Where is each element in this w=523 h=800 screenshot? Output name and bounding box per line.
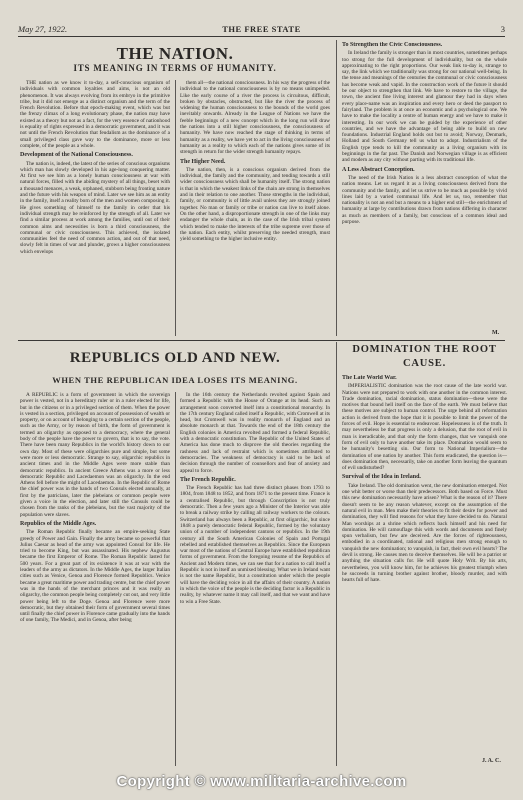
- republics-col2-paragraph: In the 16th century the Netherlands revolted against Spain and formed a Republic with the House of Orange at its head. Such an arrangement soon converted itself into a constitutional monarchy. In the 17th century England called itself a Republic, with Cromwell at its head, but Cromwell was in reality monarch of England and an absolute monarch at that. Towards the end of the 18th century the English colonies in America revolted and formed a federal Republic, with a democratic constitution. The Republic of the United States of America has done much to disprove the old theories regarding the rashness and lack of restraint which is sometimes attributed to democracies. The weakness of democracy is said to be lack of decision through the number of counsellors and fear of anxiety and appeal to force.: [180, 392, 330, 474]
- nation-signoff: M.: [492, 330, 500, 336]
- running-head: [18, 24, 505, 37]
- copyright-watermark: Copyright © www.militaria-archive.com: [116, 773, 407, 790]
- republics-column-1: [20, 392, 170, 766]
- domination-signoff: J. A. C.: [482, 758, 501, 764]
- column-divider: [175, 392, 176, 766]
- nation-column-2: [180, 80, 330, 336]
- column-divider: [336, 342, 337, 766]
- republics-col1-subheading: Republics of the Middle Ages.: [20, 520, 97, 527]
- republics-col2-subheading: The French Republic.: [180, 476, 236, 483]
- domination-title: DOMINATION THE ROOT CAUSE.: [352, 344, 497, 369]
- republics-title: REPUBLICS OLD AND NEW.: [69, 350, 281, 366]
- nation-column-3: [342, 42, 507, 330]
- domination-paragraph-2: Take Ireland. The old domination went, the new domination emerged. Not one whit better or worse than their predecessors. Both based on Force. Must this new domination necessarily have arisen? What is the reason of it? There doesn't seem to be any reason whatever, except on the assumption of the natural evil in man. Men make their theories to fit their desire for power and domination, they will find reasons for what they have decided to do. Natural Man worships at a shrine which reflects back himself and his need for domination. He will camouflage this with words and documents and finely spun verbalism, but few are deceived. Are the forces of righteousness, embodied in a coordinated, rational and religious men strong enough to vanquish the new domination; to vanquish, in fact, their own evil hearts? The devil is strong. He causes men to deceive themselves. He will be a patriot or anything the situation calls for. He will quote Holy Writ. By his arts, nevertheless, you will know him, for he achieves his greatest triumph when he succeeds in turning brother against brother, bloody murder, and with hearts full of hate.: [342, 482, 507, 584]
- nation-col2-paragraph-2: The nation, then, is a conscious organism derived from the individual, the family and the community, and tending towards a still wider consciousness which shall be humanity itself. The strong nation is that in which the weakest links of the chain are strong in themselves and in their relation to one another. Those strengths in the individual, family, or community is of little avail unless they are strongly joined together. No man or family or tribe or nation can live to itself alone. On the other hand, a disproportionate strength in one of the links may endanger the whole chain, as in the case of the Irish tribal system which tended to make the interests of the tribe supreme over those of the nation. Each entity, whilst preserving the needed strength, must yield something to the higher inclusive entity.: [180, 166, 330, 243]
- republics-col2-paragraph-2: The French Republic has had three distinct phases from 1793 to 1804, from 1848 to 1852, and from 1871 to the present time. France is a centralised Republic, but through Conscription is not truly democratic. Then a few years ago a Minister of the Interior was able to break a railway strike by calling all railway workers to the colours. Switzerland has always been a Republic, at first oligarchic, but since 1848 a purely democratic federal Republic, formed by the voluntary union of a number of independent cantons or republics. In the 19th century all the South American Colonies of Spain and Portugal rebelled and established themselves as Republics. Since the European war most of the nations of Central Europe have established republican forms of government. From the foregoing resume of the Republics of Ancient and Modern times, we can see that for a nation to call itself a Republic is not in itself an unmixed blessing. What we in Ireland want is not the name Republic, but a constitution under which the people will have the deciding voice in all the affairs of their country. A nation in which the voice of the people is the deciding factor is a Republic in reality, by whatever name it may call itself, and that we want and have to win a Free State.: [180, 485, 330, 605]
- nation-col1-paragraph-2: The nation is, indeed, the latest of the series of conscious organisms which man has slowly developed in his age-long conquering matter. At first we see him as a lonely human consciousness at war with natural forces, filled with the abiding mystery of all things, beset with a thousand menaces, a weak, orphaned, stubborn being fronting nature and the future with his weapon of mind. Later we see him as an entity in the family, itself a reality born of the men and women composing it. He gives something of himself to the family in order that his individual strength may be reinforced by the strength of all. Later we find a similar process at work among the families, until out of their common aims and necessities is born a third consciousness, the communal or civic consciousness. This achieved, the isolated communities feel the need of common action, and out of that need, slowly felt in times of war and plunder, grows a higher consciousness which envelops: [20, 160, 170, 255]
- nation-col2-subheading: The Higher Need.: [180, 158, 226, 165]
- paper-name: THE FREE STATE: [222, 24, 301, 34]
- nation-subtitle: ITS MEANING IN TERMS OF HUMANITY.: [73, 63, 277, 73]
- domination-subheading-2: Survival of the Idea in Ireland.: [342, 474, 421, 481]
- republics-column-2: [180, 392, 330, 766]
- republics-subtitle: WHEN THE REPUBLICAN IDEA LOSES ITS MEANING.: [52, 375, 298, 385]
- issue-date: May 27, 1922.: [18, 24, 68, 34]
- nation-col3-paragraph-2: The need of the Irish Nation is a less abstract conception of what the nation means. Let us regard it as a living consciousness derived from the community and the family, and let us strive to be much as possible by vivid lines laid by a varied communal life. And let us, too, remember that nationality is not an end but a means to a higher end still—the enrichment of humanity at large by contributions drawn from nations differing in character as much as members of a family, but conscious of a common ideal and purpose.: [342, 174, 507, 226]
- nation-col1-paragraph: THE nation as we know it to-day, a self-conscious organism of individuals with common loyalties and aims, is not an old phenomenon. It was always evolving from its embryo in the primitive tribe, but it did not emerge as a distinct organism and the term of the French Revolution. Before that epoch-making event, which was but the frenzy climax of a long evolutionary phase, the nation may have existed as a theory but not as a fact, for the very essence of nationhood is equality of rights expressed in a democratic government, and it was not until the French Revolution that feudalism as the dominance of a small privileged class gave way to the dominance, more or less complete, of the people as a whole.: [20, 80, 170, 149]
- section-divider: [18, 340, 505, 341]
- domination-column: [342, 375, 507, 757]
- column-divider: [336, 40, 337, 336]
- nation-col3-subheading: To Strengthen the Civic Consciousness.: [342, 42, 443, 48]
- republics-col1-paragraph-2: The Roman Republic finally became an empire-seeking State greedy of Power and Gain. Finally the army became so powerful that Julius Caesar as head of the army was appointed Consul for life. He tried to become King, but was assassinated. His nephew Augustus became the first Emperor of Rome. The Roman Republic lasted for 500 years. For a great part of its existence it was at war with the leaders of the army as dictators. In the Middle Ages, the larger Italian cities such as Venice, Genoa and Florence formed Republics. Venice became a great maritime power and trading centre, but the chief power was in the hands of the merchant princes and it was really an oligarchy, the common people being completely cut out, and very little power being left to the Doge. Genoa and Florence were more democratic, but they obtained their form of government several times until finally the chief power in Florence came gradually into the hands of one family, The Medici, and in Genoa, after being: [20, 529, 170, 624]
- domination-paragraph: IMPERIALISTIC domination was the root cause of the late world war. Nations were not prepared to work with one another in the common interest. Trade domination, racial domination, status domination—these were the motives that bound hell itself on the face of the earth. We must believe that these motives are subject to human control. The urge behind all reformation action is derived from the hope that it is possible to limit the power of the forces of evil. Hope is essential to endeavour. Hopelessness is of the truth. It may nevertheless be that progress is only a delusion, that the root of evil in man is ineradicable, and that only the form changes, that we vanquish one form of evil only to have another take its place. Domination would seem to be humanity's besetting sin. Our form to National Imperialism—the domination of one nation by another. This form eradicated, the question is—does domination then, necessarily, take on another form leaving the quantum of evil undisturbed?: [342, 383, 507, 472]
- nation-col1-subheading: Development of the National Consciousness.: [20, 152, 133, 159]
- page-number: 3: [500, 24, 505, 34]
- nation-title: THE NATION.: [116, 44, 234, 63]
- nation-col3-paragraph: In Ireland the family is stronger than in most countries, sometimes perhaps too strong for the full development of individuality, but on the whole approximating to the right proportions. Our weak link to-day is, strange to say, the link which we traditionally was strong for our national well-being. In the tense and meanings of the centuries the communal or civic consciousness has become weak and vapid. In the construction work of the future it should be our object to strengthen that link. We have to restore to the village, the town, the ancient fine living interest and glamour they had in days when every place-name was an inspiration and every hero or deed the passport to fairyland. The problem is at once an economic and a psychological one. We have to make the locality a centre of human energy and we have to make it interesting. In our work we can be guided by the experience of other countries, and we have the advantage of being able to build on new foundations. Industrial England holds out but to avoid; Norway, Denmark, Holland and South Germany tell us what to adopt. Industrialism of the English type tends to kill the community as a living organism with its beginnings in the far past. The Danish and Norwegian village is as efficient and modern as any city without parting with its traditional life.: [342, 50, 507, 164]
- column-divider: [175, 80, 176, 336]
- domination-subheading: The Late World War.: [342, 375, 397, 381]
- nation-col2-paragraph: them all—the national consciousness. In his way the progress of the individual to the national consciousness is by no means unimpeded. Like the early course of a river the process is circuitous, difficult, broken by obstacles, obstructed, but like the river the process of widening the human consciousness to the bounds of the world goes inevitably onwards. Already in the League of Nations we have the feeble beginnings of a new concept which in the long run will draw the nations into a still higher consciousness, the consciousness of humanity. We have now reached the stage of thinking in terms of humanity as a reality, we have yet to act in the living consciousness of humanity as a reality to which each of the nations gives some of its strength in return for the wider strength humanity repays.: [180, 80, 330, 156]
- nation-col3-subheading-2: A Less Abstract Conception.: [342, 166, 415, 173]
- nation-column-1: [20, 80, 170, 336]
- republics-col1-paragraph: A REPUBLIC is a form of government in which the sovereign power is vested, not in a hereditary ruler or in a ruler elected for life, but in the citizens or in a privileged section of them. When the power is vested in a section, privileged on account of possession of wealth or property, or on account of belonging to a certain section of the people, such as the Army, or by reason of birth, the form of government is termed an oligarchy as opposed to a democracy, where the general body of the people have the power to govern, that is to say, the vote. There have been many Republics in the world's history down to our own day. Most of these were oligarchies pure and simple, but some were more or less democratic. Strange to say, oligarchic republics in ancient times and in the Middle Ages were more stable than democratic republics. In ancient Greece Athens was a more or less democratic Republic and Lacedaemon was an oligarchy. In the end Athens fell before the might of Lacedaemon. In the Republic of Rome the chief power was in the hands of two Consuls elected annually, at first by the patricians, later the plebeians or common people were given a voice in the election, and later still the Consuls could be chosen from the ranks of the plebeians, but the vast majority of the population were slaves.: [20, 392, 170, 518]
